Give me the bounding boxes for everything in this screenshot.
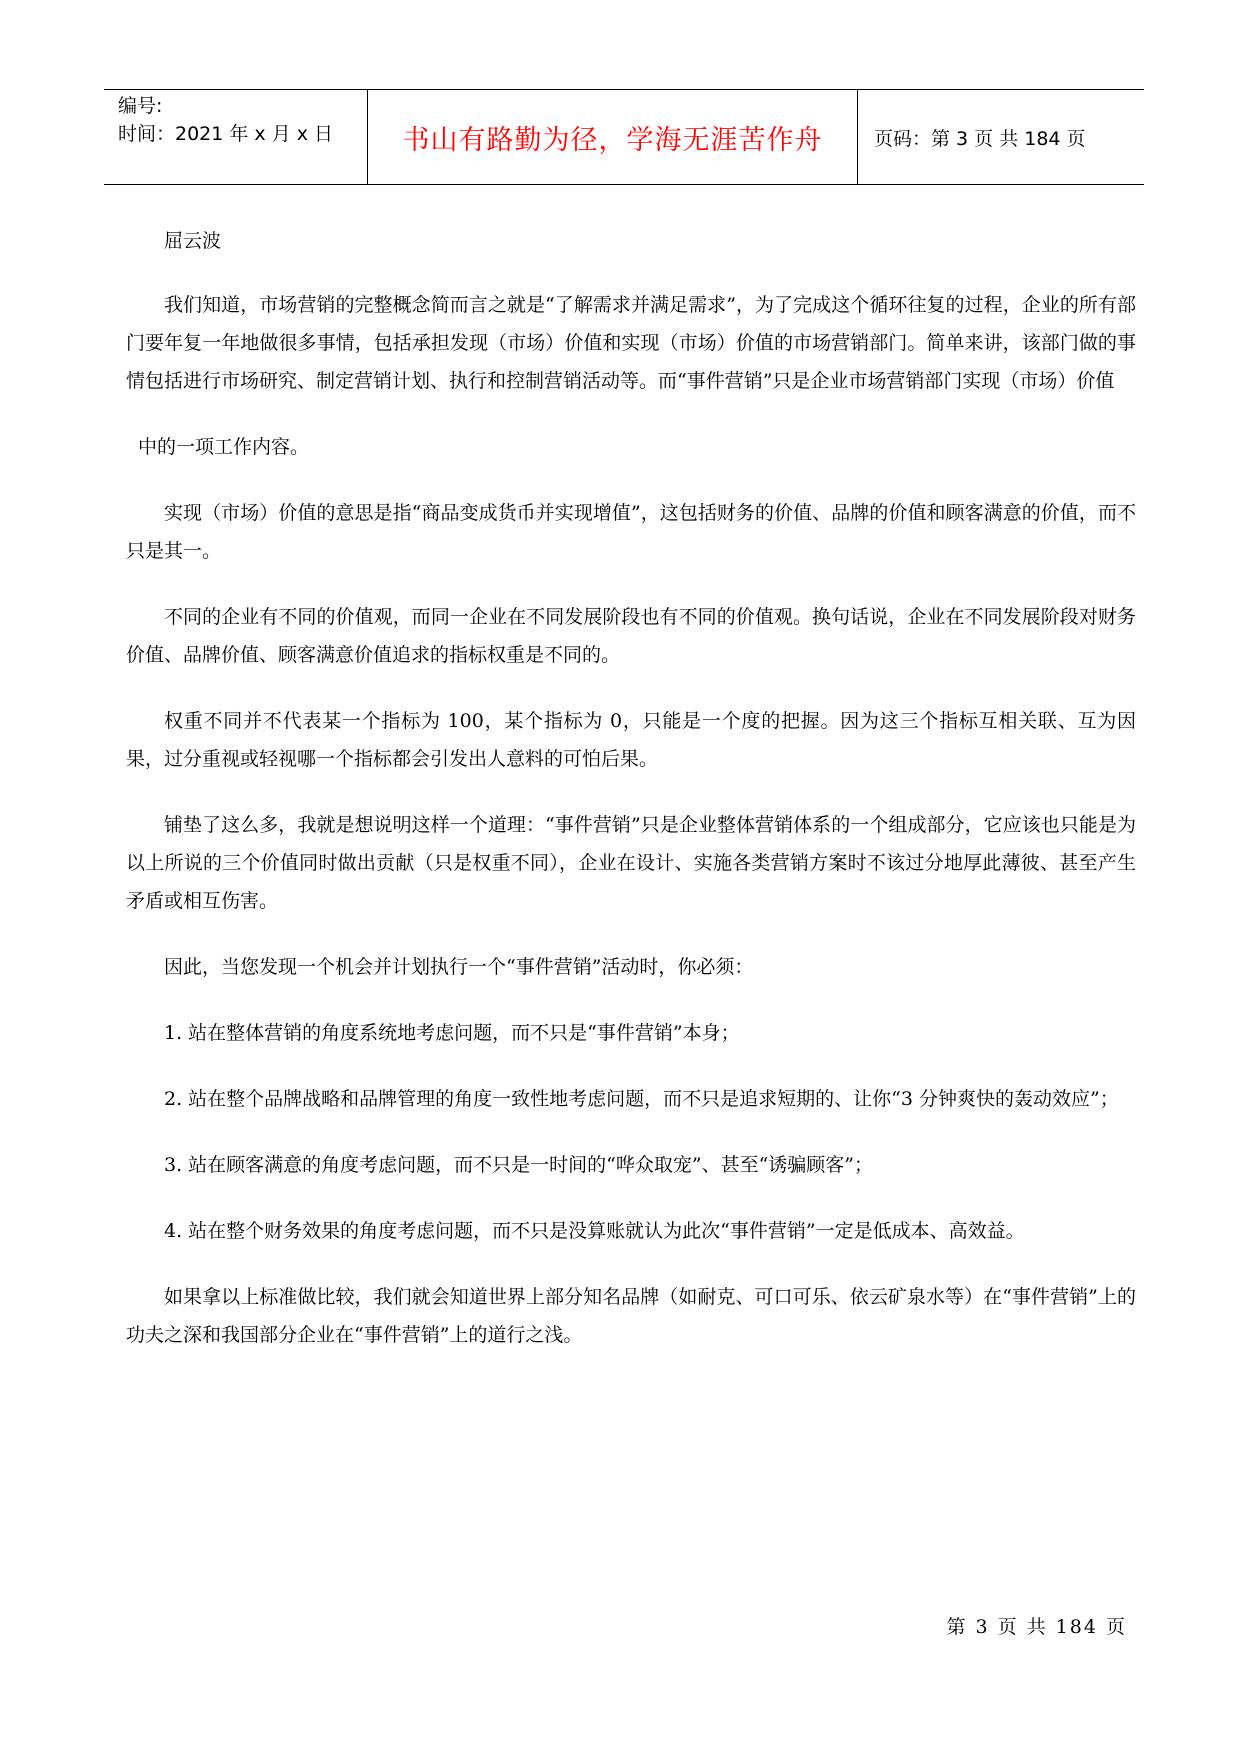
paragraph: 不同的企业有不同的价值观，而同一企业在不同发展阶段也有不同的价值观。换句话说，企业在不同发展阶段对财务价值、品牌价值、顾客满意价值追求的指标权重是不同的。 [126, 606, 1136, 666]
paragraph: 铺垫了这么多，我就是想说明这样一个道理：“事件营销”只是企业整体营销体系的一个组成部分，它应该也只能是为以上所说的三个价值同时做出贡献（只是权重不同），企业在设计、实施各类营销方案时不该过分地厚此薄彼、甚至产生矛盾或相互伤害。 [126, 814, 1136, 912]
list-item: 2. 站在整个品牌战略和品牌管理的角度一致性地考虑问题，而不只是追求短期的、让你“3 分钟爽快的轰动效应”； [164, 1088, 1119, 1110]
header-page-label: 页码：第 3 页 共 184 页 [874, 127, 1086, 150]
list-item: 3. 站在顾客满意的角度考虑问题，而不只是一时间的“哗众取宠”、甚至“诱骗顾客”； [164, 1154, 874, 1176]
paragraph: 如果拿以上标准做比较，我们就会知道世界上部分知名品牌（如耐克、可口可乐、依云矿泉水等）在“事件营销”上的功夫之深和我国部分企业在“事件营销”上的道行之浅。 [126, 1286, 1136, 1346]
header-meta [104, 90, 368, 184]
document-time-label: 时间：2021 年 x 月 x 日 [118, 123, 334, 145]
author-name: 屈云波 [164, 230, 222, 252]
document-body [126, 222, 1136, 1382]
paragraph: 权重不同并不代表某一个指标为 100，某个指标为 0，只能是一个度的把握。因为这三个指标互相关联、互为因果，过分重视或轻视哪一个指标都会引发出人意料的可怕后果。 [126, 710, 1136, 770]
page-header [104, 89, 1144, 185]
paragraph: 我们知道，市场营销的完整概念简而言之就是“了解需求并满足需求”，为了完成这个循环往复的过程，企业的所有部门要年复一年地做很多事情，包括承担发现（市场）价值和实现（市场）价值的市场营销部门。简单来讲，该部门做的事情包括进行市场研究、制定营销计划、执行和控制营销活动等。而“事件营销”只是企业市场营销部门实现（市场）价值 [126, 294, 1136, 392]
paragraph: 实现（市场）价值的意思是指“商品变成货币并实现增值”，这包括财务的价值、品牌的价值和顾客满意的价值，而不只是其一。 [126, 502, 1136, 562]
header-motto: 书山有路勤为径，学海无涯苦作舟 [368, 90, 858, 184]
paragraph-continuation: 中的一项工作内容。 [138, 436, 310, 458]
list-item: 1. 站在整体营销的角度系统地考虑问题，而不只是“事件营销”本身； [164, 1022, 740, 1044]
list-item: 4. 站在整个财务效果的角度考虑问题，而不只是没算账就认为此次“事件营销”一定是低成本、高效益。 [164, 1220, 1025, 1242]
paragraph: 因此，当您发现一个机会并计划执行一个“事件营销”活动时，你必须： [164, 956, 754, 978]
page-footer: 第 3 页 共 184 页 [946, 1616, 1127, 1638]
document-number-label: 编号: [118, 95, 163, 117]
